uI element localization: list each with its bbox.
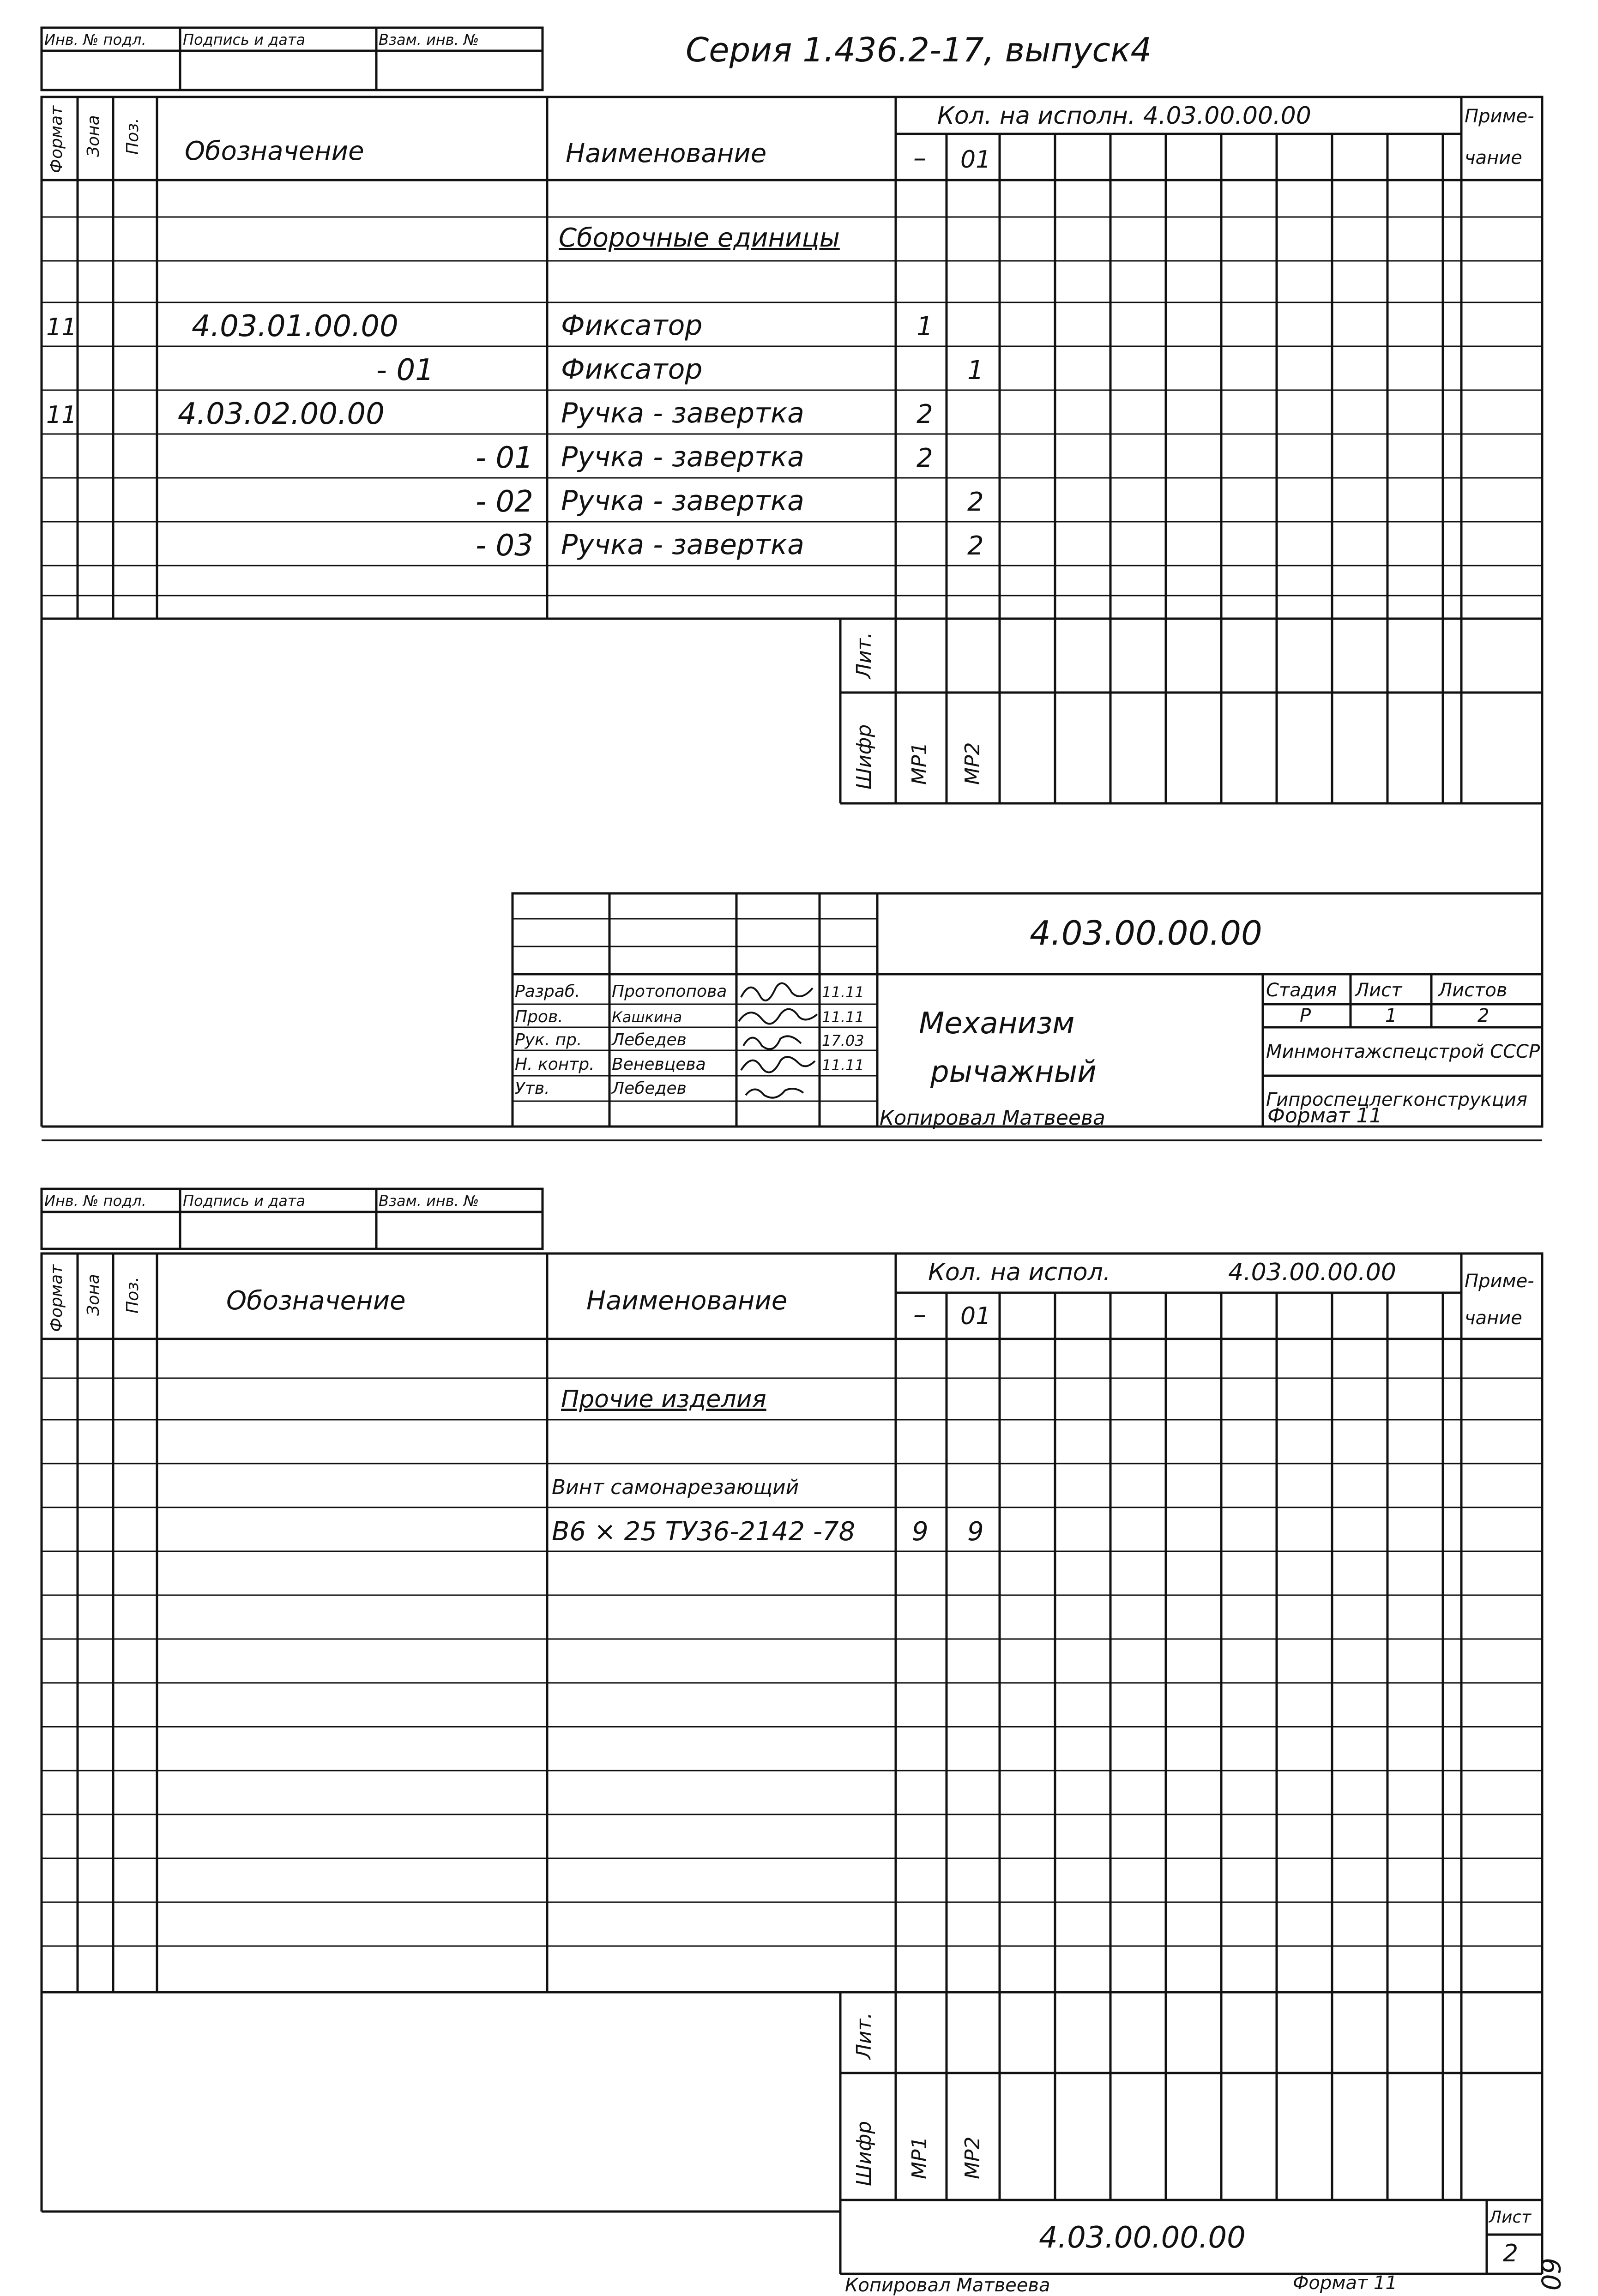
role-label: Н. контр. xyxy=(515,1055,595,1074)
row-name: Ручка - завертка xyxy=(561,397,804,429)
stage-value: Р xyxy=(1300,1005,1311,1026)
row-designation: 4.03.02.00.00 xyxy=(178,397,385,431)
title-line2: рычажный xyxy=(930,1055,1097,1089)
lit-label: Лит. xyxy=(852,2012,876,2059)
row-name: Ручка - завертка xyxy=(561,485,804,517)
role-date: 11.11 xyxy=(822,1056,864,1074)
format-note: Формат 11 xyxy=(1267,1104,1382,1127)
col-name-header: Наименование xyxy=(586,1286,788,1316)
stamp-inv-label: Инв. № подл. xyxy=(44,31,146,48)
stamp-sign-label: Подпись и дата xyxy=(183,31,306,48)
role-person: Веневцева xyxy=(612,1055,706,1074)
sheet-number: 2 xyxy=(1503,2240,1519,2267)
col-poz-header: Поз. xyxy=(123,118,142,155)
sheets-value: 2 xyxy=(1477,1005,1489,1026)
row-name: Ручка - завертка xyxy=(561,529,804,561)
role-label: Пров. xyxy=(515,1007,563,1026)
sheet-value: 1 xyxy=(1385,1005,1397,1026)
row-designation: - 01 xyxy=(476,441,533,475)
row-qty-0: 2 xyxy=(917,443,933,473)
org-ministry: Минмонтажспецстрой СССР xyxy=(1266,1041,1540,1062)
col-qty-code: 4.03.00.00.00 xyxy=(1228,1259,1396,1286)
code-mp1: МР1 xyxy=(908,2136,931,2179)
sheet-label: Лист xyxy=(1355,980,1402,1001)
col-format-header: Формат xyxy=(47,105,66,173)
row-qty-0: 2 xyxy=(917,399,933,429)
code-mp1: МР1 xyxy=(908,742,931,785)
role-date: 17.03 xyxy=(822,1032,864,1049)
title-block-code: 4.03.00.00.00 xyxy=(1039,2221,1246,2255)
title-block-code: 4.03.00.00.00 xyxy=(1030,914,1262,952)
sheet-label: Лист xyxy=(1489,2208,1532,2227)
item-name: Винт самонарезающий xyxy=(552,1476,799,1499)
col-qty-01: 01 xyxy=(960,1302,991,1330)
col-note-header-bottom: чание xyxy=(1465,147,1522,169)
stamp-vzam-label: Взам. инв. № xyxy=(379,31,479,48)
item-spec: В6 × 25 ТУ36-2142 -78 xyxy=(552,1517,856,1547)
row-designation: - 02 xyxy=(476,485,533,519)
row-name: Фиксатор xyxy=(561,353,703,386)
col-zona-header: Зона xyxy=(84,115,103,157)
role-label: Утв. xyxy=(515,1079,550,1098)
stamp-sign-label: Подпись и дата xyxy=(183,1192,306,1210)
col-designation-header: Обозначение xyxy=(185,136,364,166)
stamp-vzam-label: Взам. инв. № xyxy=(379,1192,479,1210)
row-qty-1: 2 xyxy=(967,487,984,517)
lit-label: Лит. xyxy=(852,632,876,679)
role-date: 11.11 xyxy=(822,983,864,1001)
role-person: Лебедев xyxy=(612,1079,687,1098)
title-line1: Механизм xyxy=(919,1006,1075,1041)
role-label: Разраб. xyxy=(515,982,580,1001)
role-label: Рук. пр. xyxy=(515,1030,582,1049)
format-note: Формат 11 xyxy=(1293,2272,1397,2294)
col-zona-header: Зона xyxy=(84,1274,103,1316)
row-qty-1: 2 xyxy=(967,531,984,561)
row-name: Ручка - завертка xyxy=(561,441,804,473)
series-header: Серия 1.436.2-17, выпуск4 xyxy=(686,30,1152,69)
org-institute: Гипроспецлегконструкция xyxy=(1266,1089,1528,1110)
col-qty-dash: – xyxy=(913,1300,926,1330)
code-mp2: МР2 xyxy=(961,742,984,785)
row-qty-0: 1 xyxy=(917,312,933,342)
col-poz-header: Поз. xyxy=(123,1277,142,1314)
page-number: 60 xyxy=(1535,2258,1565,2291)
stamp-inv-label: Инв. № подл. xyxy=(44,1192,146,1210)
stage-label: Стадия xyxy=(1266,980,1337,1001)
item-qty-0: 9 xyxy=(912,1517,929,1547)
row-designation: 4.03.01.00.00 xyxy=(192,309,398,343)
row-qty-1: 1 xyxy=(967,356,984,386)
col-qty-dash: – xyxy=(913,143,926,173)
shifr-label: Шифр xyxy=(852,2121,876,2186)
row-format: 11 xyxy=(46,401,77,429)
row-designation: - 03 xyxy=(476,529,533,563)
col-qty-01: 01 xyxy=(960,146,991,174)
copied-by: Копировал Матвеева xyxy=(880,1106,1105,1130)
copied-by: Копировал Матвеева xyxy=(845,2275,1050,2296)
sheets-label: Листов xyxy=(1438,980,1508,1001)
col-designation-header: Обозначение xyxy=(226,1286,406,1316)
shifr-label: Шифр xyxy=(852,724,876,789)
row-name: Фиксатор xyxy=(561,309,703,342)
item-qty-1: 9 xyxy=(967,1517,984,1547)
row-designation: - 01 xyxy=(376,353,434,387)
role-date: 11.11 xyxy=(822,1008,864,1026)
role-person: Кашкина xyxy=(612,1008,682,1026)
role-person: Лебедев xyxy=(612,1030,687,1049)
col-qty-header: Кол. на исполн. 4.03.00.00.00 xyxy=(937,102,1311,130)
section-assembly-units: Сборочные единицы xyxy=(559,223,840,253)
col-qty-header: Кол. на испол. xyxy=(928,1259,1111,1286)
code-mp2: МР2 xyxy=(961,2136,984,2179)
col-name-header: Наименование xyxy=(566,139,767,169)
col-format-header: Формат xyxy=(47,1264,66,1332)
role-person: Протопопова xyxy=(612,982,727,1001)
col-note-header-top: Приме- xyxy=(1465,1271,1534,1292)
col-note-header-bottom: чание xyxy=(1465,1308,1522,1329)
section-other-items: Прочие изделия xyxy=(561,1386,766,1413)
row-format: 11 xyxy=(46,313,77,341)
col-note-header-top: Приме- xyxy=(1465,106,1534,127)
